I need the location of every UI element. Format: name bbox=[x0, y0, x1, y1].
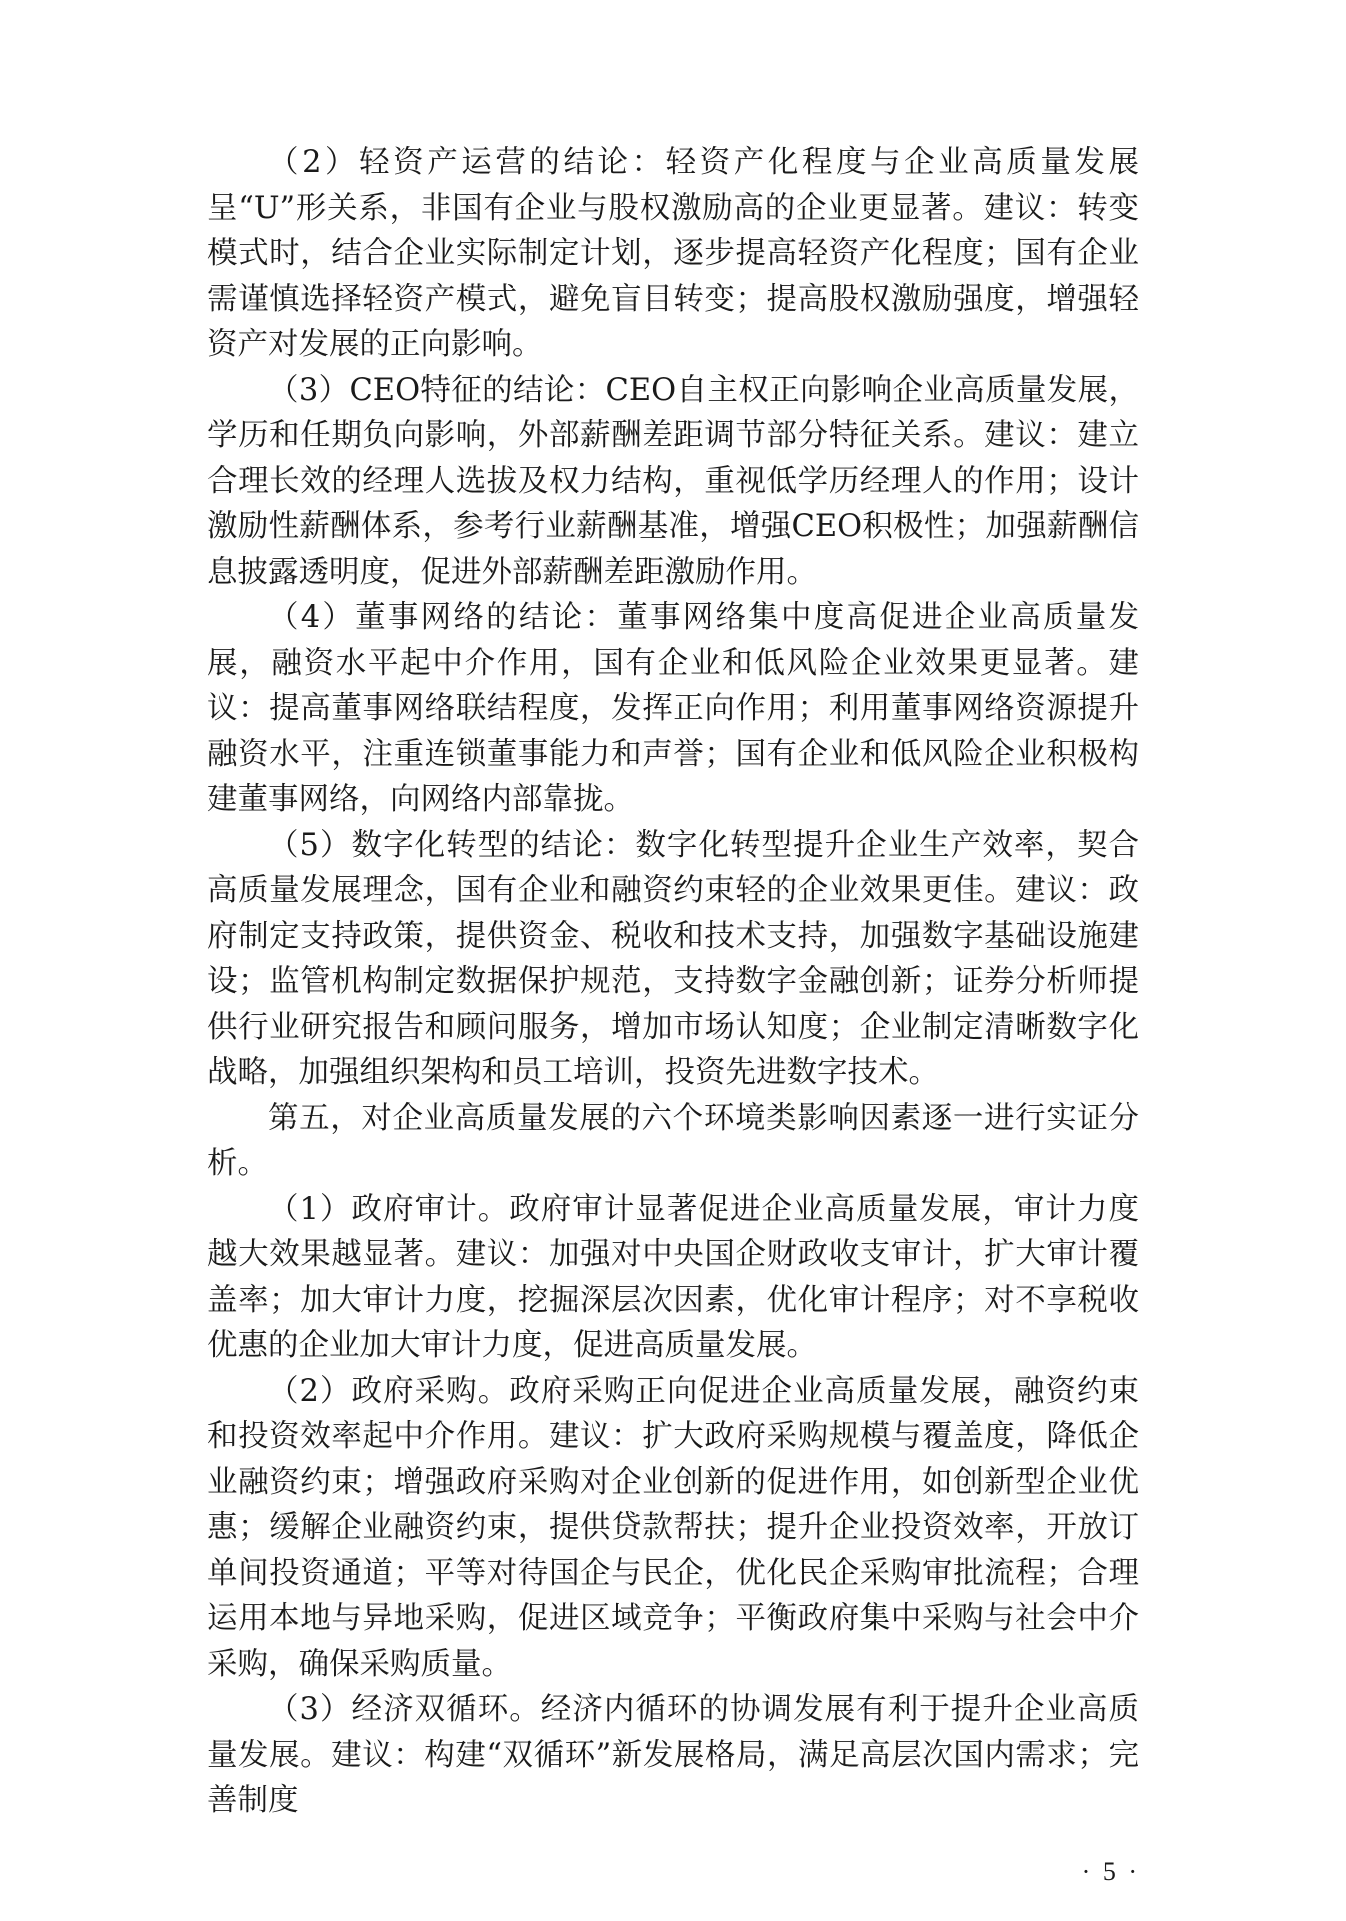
page-number: · 5 · bbox=[1081, 1857, 1140, 1886]
paragraph-environmental-factors-intro: 第五，对企业高质量发展的六个环境类影响因素逐一进行实证分析。 bbox=[207, 1100, 1139, 1181]
paragraph-government-procurement: （2）政府采购。政府采购正向促进企业高质量发展，融资约束和投资效率起中介作用。建议：扩大政府采购规模与覆盖度，降低企业融资约束；增强政府采购对企业创新的促进作用，如创新型企业优惠；缓解企业融资约束，提供贷款帮扶；提升企业投资效率，开放订单间投资通道；平等对待国企与民企，优化民企采购审批流程；合理运用本地与异地采购，促进区域竞争；平衡政府集中采购与社会中介采购，确保采购质量。 bbox=[207, 1373, 1139, 1682]
paragraph-board-network-conclusion: （4）董事网络的结论：董事网络集中度高促进企业高质量发展，融资水平起中介作用，国有企业和低风险企业效果更显著。建议：提高董事网络联结程度，发挥正向作用；利用董事网络资源提升融资水平，注重连锁董事能力和声誉；国有企业和低风险企业积极构建董事网络，向网络内部靠拢。 bbox=[207, 600, 1139, 817]
paragraph-dual-circulation: （3）经济双循环。经济内循环的协调发展有利于提升企业高质量发展。建议：构建“双循环”新发展格局，满足高层次国内需求；完善制度 bbox=[207, 1692, 1139, 1818]
paragraph-ceo-characteristics-conclusion: （3）CEO特征的结论：CEO自主权正向影响企业高质量发展，学历和任期负向影响，外部薪酬差距调节部分特征关系。建议：建立合理长效的经理人选拔及权力结构，重视低学历经理人的作用；设计激励性薪酬体系，参考行业薪酬基准，增强CEO积极性；加强薪酬信息披露透明度，促进外部薪酬差距激励作用。 bbox=[207, 372, 1139, 590]
paragraph-light-asset-conclusion: （2）轻资产运营的结论：轻资产化程度与企业高质量发展呈“U”形关系，非国有企业与股权激励高的企业更显著。建议：转变模式时，结合企业实际制定计划，逐步提高轻资产化程度；国有企业需谨慎选择轻资产模式，避免盲目转变；提高股权激励强度，增强轻资产对发展的正向影响。 bbox=[207, 145, 1139, 362]
document-body bbox=[207, 140, 1139, 1824]
paragraph-government-audit: （1）政府审计。政府审计显著促进企业高质量发展，审计力度越大效果越显著。建议：加强对中央国企财政收支审计，扩大审计覆盖率；加大审计力度，挖掘深层次因素，优化审计程序；对不享税收优惠的企业加大审计力度，促进高质量发展。 bbox=[207, 1191, 1139, 1363]
paragraph-digital-transformation-conclusion: （5）数字化转型的结论：数字化转型提升企业生产效率，契合高质量发展理念，国有企业和融资约束轻的企业效果更佳。建议：政府制定支持政策，提供资金、税收和技术支持，加强数字基础设施建设；监管机构制定数据保护规范，支持数字金融创新；证券分析师提供行业研究报告和顾问服务，增加市场认知度；企业制定清晰数字化战略，加强组织架构和员工培训，投资先进数字技术。 bbox=[207, 827, 1139, 1090]
